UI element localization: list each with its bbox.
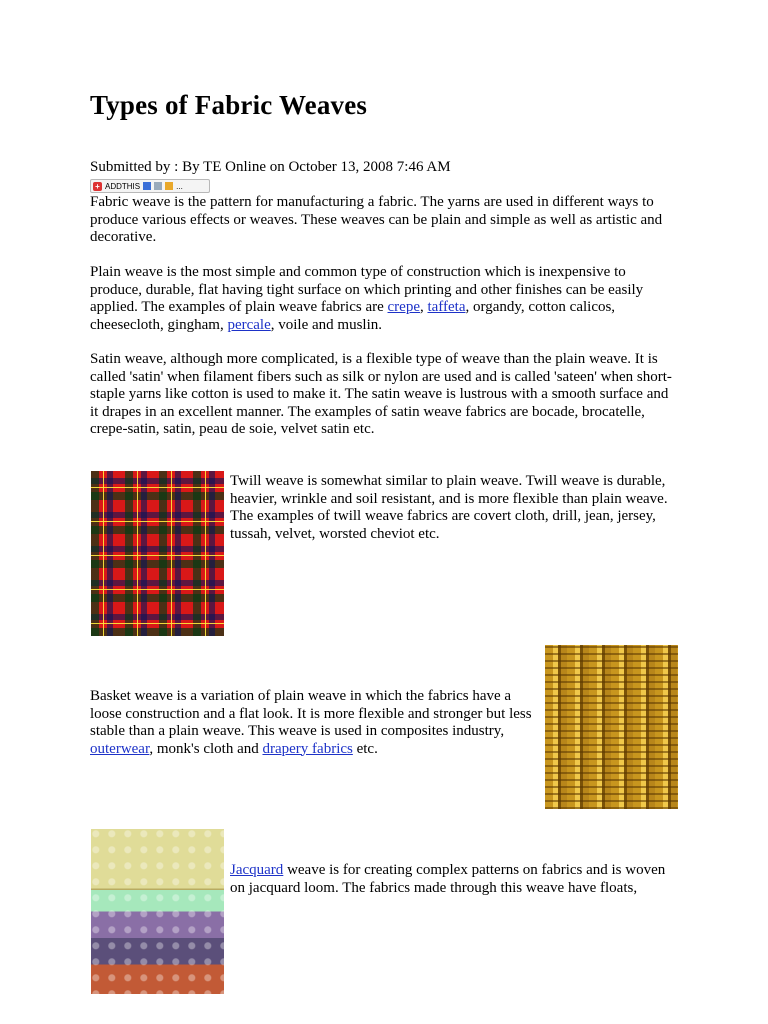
link-outerwear[interactable]: outerwear	[90, 740, 150, 757]
twill-weave-paragraph: Twill weave is somewhat similar to plain weave. Twill weave is durable, heavier, wrinkle and soil resistant, and is more flexible than plain weave. The examples of twill weave fabrics are covert cloth, drill, jean, jersey, tussah, velvet, worsted cheviot etc.	[230, 473, 668, 542]
link-crepe[interactable]: crepe	[387, 299, 420, 315]
addthis-label: ADDTHIS	[105, 181, 141, 191]
twill-fabric-image	[91, 471, 224, 636]
intro-paragraph: Fabric weave is the pattern for manufacturing a fabric. The yarns are used in different ways to produce various effects or weaves. These weaves can be plain and simple as well as artistic and decorative.	[90, 194, 663, 245]
delicious-icon	[143, 182, 151, 190]
plain-text-b: , organdy, cotton calicos, cheesecloth, gingham,	[90, 299, 616, 333]
plain-sep: ,	[419, 299, 428, 315]
jacquard-fabric-image	[91, 829, 224, 994]
plain-weave-paragraph	[90, 264, 680, 334]
addthis-button[interactable]	[90, 179, 210, 193]
link-jacquard[interactable]: Jacquard	[230, 862, 284, 878]
satin-weave-paragraph: Satin weave, although more complicated, is a flexible type of weave than the plain weave. It is called 'satin' when filament fibers such as silk or nylon are used and is called 'sateen' when short-staple yarns like cotton is used to make it. The satin weave is lustrous with a smooth surface and it drapes in an excellent manner. The examples of satin weave fabrics are bocade, brocatelle, crepe-satin, satin, peau de soie, velvet satin etc.	[90, 351, 672, 437]
basket-text-b: , monk's cloth and	[149, 740, 263, 757]
link-drapery-fabrics[interactable]: drapery fabrics	[262, 740, 353, 757]
jacquard-weave-paragraph	[230, 862, 680, 897]
bookmark-icon	[165, 182, 173, 190]
link-taffeta[interactable]: taffeta	[427, 299, 466, 315]
plus-icon: +	[93, 182, 102, 191]
addthis-more: ...	[176, 181, 183, 191]
plain-text-a: Plain weave is the most simple and common type of construction which is inexpensive to produce, durable, flat having tight surface on which printing and other finishes can be easily applied. The examples of plain weave fabrics are	[90, 264, 644, 315]
basket-text-a: Basket weave is a variation of plain weave in which the fabrics have a loose construction and a flat look. It is more flexible and stronger but less stable than a plain weave. This weave is used in composites industry,	[90, 688, 532, 739]
basket-text-c: etc.	[352, 740, 378, 757]
submission-meta: Submitted by : By TE Online on October 13, 2008 7:46 AM	[90, 159, 451, 175]
link-percale[interactable]: percale	[227, 316, 271, 333]
page-title: Types of Fabric Weaves	[90, 90, 368, 120]
jacquard-text-a: weave is for creating complex patterns on fabrics and is woven on jacquard loom. The fabrics made through this weave have floats,	[230, 862, 666, 896]
basket-fabric-image	[545, 645, 678, 809]
plain-text-c: , voile and muslin.	[270, 316, 383, 333]
digg-icon	[154, 182, 162, 190]
basket-weave-paragraph	[90, 688, 540, 758]
